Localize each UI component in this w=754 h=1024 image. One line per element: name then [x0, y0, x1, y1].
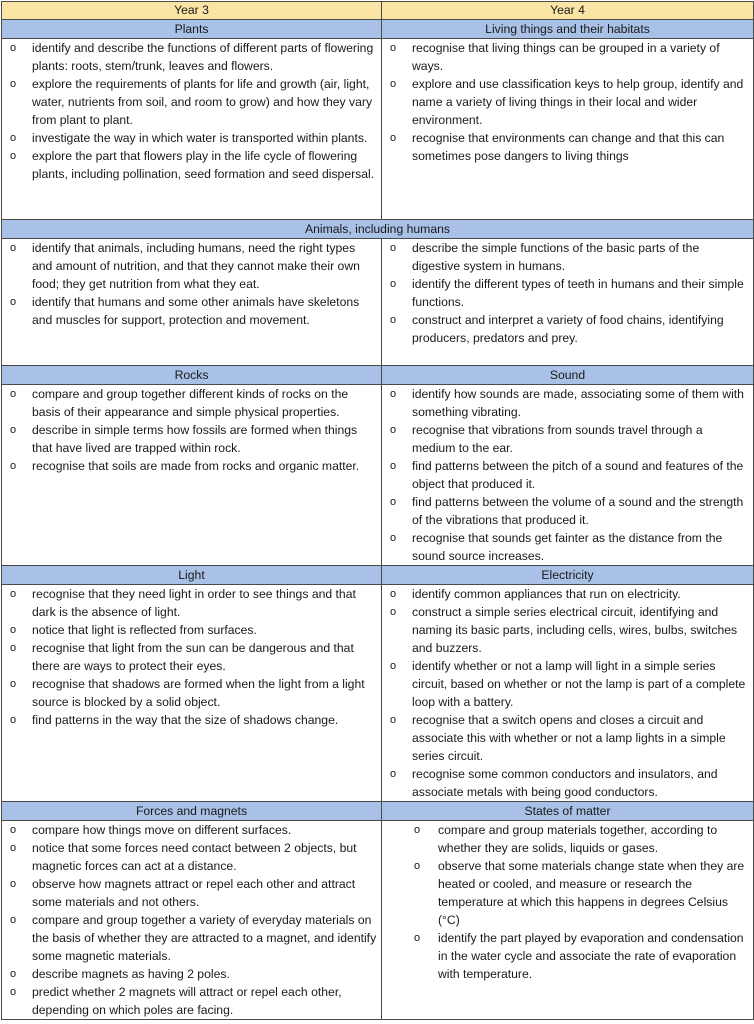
light-objectives	[2, 585, 382, 802]
objective-text: recognise some common conductors and insulators, and associate metals with being good conductors.	[412, 767, 718, 799]
topic-row-light	[2, 566, 754, 585]
bullet-icon: o	[414, 824, 421, 836]
objective-text: identify the different types of teeth in humans and their simple functions.	[412, 277, 744, 309]
bullet-icon: o	[390, 660, 397, 672]
year-4-header: Year 4	[382, 2, 754, 20]
objective-text: identify that humans and some other animals have skeletons and muscles for support, protection and movement.	[32, 295, 360, 327]
objective-item	[2, 239, 381, 293]
objective-text: find patterns in the way that the size of shadows change.	[32, 713, 339, 727]
objective-item	[382, 311, 753, 347]
objective-text: identify and describe the functions of different parts of flowering plants: roots, stem/trunk, leaves and flowers.	[32, 41, 374, 73]
topic-light: Light	[2, 566, 382, 585]
bullet-icon: o	[10, 968, 17, 980]
objective-item	[2, 983, 381, 1019]
objective-item	[2, 675, 381, 711]
bullet-icon: o	[10, 588, 17, 600]
bullet-icon: o	[10, 150, 17, 162]
objective-text: identify whether or not a lamp will light in a simple series circuit, based on whether or not the lamp is part of a complete loop with a battery.	[412, 659, 746, 709]
objective-text: recognise that a switch opens and closes a circuit and associate this with whether or not a lamp lights in a simple series circuit.	[412, 713, 726, 763]
objective-text: construct a simple series electrical circuit, identifying and naming its basic parts, including cells, wires, bulbs, switches and buzzers.	[412, 605, 738, 655]
states-of-matter-objectives	[382, 821, 754, 1020]
objective-item	[382, 239, 753, 275]
content-row-plants	[2, 39, 754, 220]
bullet-icon: o	[10, 914, 17, 926]
content-row-rocks	[2, 385, 754, 566]
bullet-icon: o	[390, 278, 397, 290]
content-row-light	[2, 585, 754, 802]
bullet-icon: o	[390, 132, 397, 144]
topic-row-animals	[2, 220, 754, 239]
objective-text: recognise that light from the sun can be dangerous and that there are ways to protect their eyes.	[32, 641, 354, 673]
objective-item	[2, 39, 381, 75]
bullet-icon: o	[10, 842, 17, 854]
objective-item	[382, 821, 753, 857]
bullet-icon: o	[390, 588, 397, 600]
bullet-icon: o	[390, 606, 397, 618]
topic-row-plants	[2, 20, 754, 39]
objective-item	[382, 529, 753, 565]
bullet-icon: o	[10, 878, 17, 890]
animals-year4-objectives	[382, 239, 754, 366]
objective-item	[2, 639, 381, 675]
bullet-icon: o	[10, 132, 17, 144]
objective-list	[2, 385, 381, 475]
objective-text: identify how sounds are made, associating some of them with something vibrating.	[412, 387, 744, 419]
bullet-icon: o	[390, 42, 397, 54]
objective-item	[2, 385, 381, 421]
objective-text: compare how things move on different surfaces.	[32, 823, 292, 837]
forces-objectives	[2, 821, 382, 1020]
bullet-icon: o	[390, 314, 397, 326]
objective-text: compare and group together different kinds of rocks on the basis of their appearance and simple physical properties.	[32, 387, 349, 419]
objective-text: recognise that living things can be grouped in a variety of ways.	[412, 41, 720, 73]
objective-item	[382, 657, 753, 711]
objective-item	[382, 603, 753, 657]
objective-item	[2, 875, 381, 911]
objective-item	[382, 129, 753, 165]
objective-text: compare and group together a variety of everyday materials on the basis of whether they are attracted to a magnet, and identify some magnetic materials.	[32, 913, 377, 963]
bullet-icon: o	[390, 532, 397, 544]
objective-text: find patterns between the pitch of a sound and features of the object that produced it.	[412, 459, 744, 491]
objective-item	[2, 293, 381, 329]
bullet-icon: o	[10, 624, 17, 636]
year-header-row	[2, 2, 754, 20]
objective-text: recognise that environments can change and that this can sometimes pose dangers to living things	[412, 131, 725, 163]
bullet-icon: o	[10, 424, 17, 436]
objective-item	[2, 839, 381, 875]
objective-item	[2, 621, 381, 639]
topic-living-things: Living things and their habitats	[382, 20, 754, 39]
bullet-icon: o	[10, 986, 17, 998]
topic-sound: Sound	[382, 366, 754, 385]
bullet-icon: o	[10, 460, 17, 472]
objective-item	[382, 765, 753, 801]
objective-item	[382, 857, 753, 929]
objective-text: observe how magnets attract or repel each other and attract some materials and not others.	[32, 877, 356, 909]
objective-list	[382, 385, 753, 565]
bullet-icon: o	[10, 714, 17, 726]
objective-item	[2, 147, 381, 183]
objective-item	[2, 711, 381, 729]
objective-text: investigate the way in which water is transported within plants.	[32, 131, 368, 145]
objective-text: notice that some forces need contact between 2 objects, but magnetic forces can act at a distance.	[32, 841, 357, 873]
bullet-icon: o	[10, 242, 17, 254]
topic-electricity: Electricity	[382, 566, 754, 585]
bullet-icon: o	[414, 932, 421, 944]
bullet-icon: o	[390, 388, 397, 400]
topic-forces-magnets: Forces and magnets	[2, 802, 382, 821]
living-things-objectives	[382, 39, 754, 220]
plants-objectives	[2, 39, 382, 220]
bullet-icon: o	[390, 460, 397, 472]
content-row-forces	[2, 821, 754, 1020]
objective-item	[382, 929, 753, 983]
objective-text: describe the simple functions of the basic parts of the digestive system in humans.	[412, 241, 700, 273]
objective-item	[2, 129, 381, 147]
topic-row-forces	[2, 802, 754, 821]
bullet-icon: o	[10, 678, 17, 690]
sound-objectives	[382, 385, 754, 566]
objective-list	[2, 239, 381, 329]
objective-text: recognise that shadows are formed when the light from a light source is blocked by a solid object.	[32, 677, 365, 709]
topic-animals: Animals, including humans	[2, 220, 754, 239]
objective-text: recognise that vibrations from sounds travel through a medium to the ear.	[412, 423, 703, 455]
objective-item	[382, 711, 753, 765]
objective-text: observe that some materials change state when they are heated or cooled, and measure or research the temperature at which this happens in degrees Celsius (°C)	[438, 859, 745, 927]
topic-rocks: Rocks	[2, 366, 382, 385]
objective-text: identify common appliances that run on electricity.	[412, 587, 681, 601]
content-row-animals	[2, 239, 754, 366]
objective-text: recognise that sounds get fainter as the distance from the sound source increases.	[412, 531, 723, 563]
science-curriculum-table	[1, 1, 754, 1020]
bullet-icon: o	[10, 824, 17, 836]
bullet-icon: o	[10, 296, 17, 308]
bullet-icon: o	[390, 424, 397, 436]
objective-text: recognise that soils are made from rocks and organic matter.	[32, 459, 360, 473]
objective-text: explore the requirements of plants for life and growth (air, light, water, nutrients from soil, and room to grow) and how they vary from plant to plant.	[32, 77, 373, 127]
objective-list	[2, 821, 381, 1019]
objective-text: predict whether 2 magnets will attract or repel each other, depending on which poles are facing.	[32, 985, 342, 1017]
bullet-icon: o	[390, 768, 397, 780]
bullet-icon: o	[10, 42, 17, 54]
topic-plants: Plants	[2, 20, 382, 39]
objective-item	[382, 275, 753, 311]
objective-text: identify that animals, including humans, need the right types and amount of nutrition, and that they cannot make their own food; they get nutrition from what they eat.	[32, 241, 360, 291]
objective-item	[2, 457, 381, 475]
objective-text: recognise that they need light in order to see things and that dark is the absence of light.	[32, 587, 356, 619]
objective-list	[382, 39, 753, 165]
objective-text: construct and interpret a variety of food chains, identifying producers, predators and prey.	[412, 313, 724, 345]
objective-list	[382, 821, 753, 983]
objective-text: describe magnets as having 2 poles.	[32, 967, 230, 981]
bullet-icon: o	[390, 714, 397, 726]
bullet-icon: o	[390, 242, 397, 254]
animals-year3-objectives	[2, 239, 382, 366]
objective-text: explore the part that flowers play in the life cycle of flowering plants, including pollination, seed formation and seed dispersal.	[32, 149, 375, 181]
bullet-icon: o	[10, 78, 17, 90]
bullet-icon: o	[10, 642, 17, 654]
objective-item	[382, 457, 753, 493]
objective-text: compare and group materials together, according to whether they are solids, liquids or gases.	[438, 823, 718, 855]
objective-text: describe in simple terms how fossils are formed when things that have lived are trapped within rock.	[32, 423, 358, 455]
objective-list	[382, 585, 753, 801]
objective-text: notice that light is reflected from surfaces.	[32, 623, 257, 637]
objective-text: explore and use classification keys to help group, identify and name a variety of living things in their local and wider environment.	[412, 77, 744, 127]
objective-text: identify the part played by evaporation and condensation in the water cycle and associate the rate of evaporation with temperature.	[438, 931, 744, 981]
electricity-objectives	[382, 585, 754, 802]
objective-item	[382, 385, 753, 421]
objective-item	[2, 75, 381, 129]
objective-item	[2, 421, 381, 457]
objective-item	[382, 421, 753, 457]
objective-item	[382, 75, 753, 129]
objective-item	[382, 493, 753, 529]
objective-item	[2, 821, 381, 839]
topic-states-of-matter: States of matter	[382, 802, 754, 821]
topic-row-rocks	[2, 366, 754, 385]
bullet-icon: o	[10, 388, 17, 400]
objective-item	[2, 911, 381, 965]
objective-item	[2, 965, 381, 983]
year-3-header: Year 3	[2, 2, 382, 20]
objective-list	[2, 39, 381, 183]
objective-item	[2, 585, 381, 621]
objective-list	[2, 585, 381, 729]
objective-item	[382, 39, 753, 75]
objective-text: find patterns between the volume of a sound and the strength of the vibrations that produced it.	[412, 495, 744, 527]
bullet-icon: o	[390, 78, 397, 90]
rocks-objectives	[2, 385, 382, 566]
objective-list	[382, 239, 753, 347]
objective-item	[382, 585, 753, 603]
bullet-icon: o	[390, 496, 397, 508]
bullet-icon: o	[414, 860, 421, 872]
